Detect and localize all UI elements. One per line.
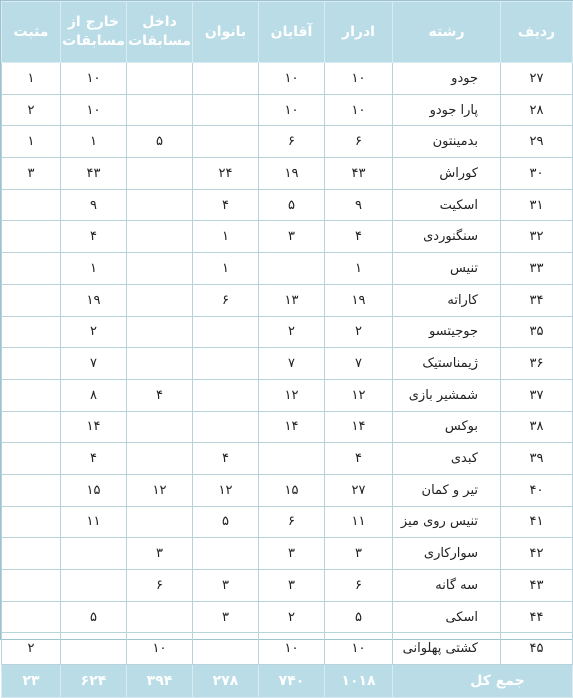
cell-dakhel: ۱۲ — [127, 474, 193, 506]
header-row — [2, 2, 573, 63]
cell-kharej: ۱۴ — [61, 411, 127, 443]
cell-mosbat — [2, 221, 61, 253]
cell-dakhel — [127, 63, 193, 95]
cell-aghayan: ۱۲ — [259, 379, 325, 411]
cell-dakhel: ۴ — [127, 379, 193, 411]
cell-banovan: ۵ — [193, 506, 259, 538]
cell-mosbat — [2, 506, 61, 538]
header-kharej: خارج از مسابقات — [61, 2, 127, 63]
cell-mosbat: ۲ — [2, 633, 61, 665]
cell-aghayan: ۱۴ — [259, 411, 325, 443]
cell-radif: ۳۰ — [501, 158, 573, 190]
cell-edrar: ۷ — [325, 348, 393, 380]
cell-reshte: کاراته — [393, 284, 501, 316]
cell-kharej: ۸ — [61, 379, 127, 411]
cell-kharej — [61, 633, 127, 665]
cell-banovan: ۳ — [193, 601, 259, 633]
cell-dakhel — [127, 506, 193, 538]
cell-kharej: ۴۳ — [61, 158, 127, 190]
table-row — [2, 348, 573, 380]
total-banovan: ۲۷۸ — [193, 665, 259, 698]
cell-mosbat — [2, 601, 61, 633]
cell-reshte: تنیس — [393, 253, 501, 285]
cell-reshte: پارا جودو — [393, 94, 501, 126]
cell-banovan — [193, 126, 259, 158]
cell-radif: ۳۴ — [501, 284, 573, 316]
cell-reshte: شمشیر بازی — [393, 379, 501, 411]
cell-aghayan: ۱۹ — [259, 158, 325, 190]
cell-banovan — [193, 348, 259, 380]
cell-dakhel — [127, 284, 193, 316]
cell-reshte: ژیمناستیک — [393, 348, 501, 380]
cell-mosbat — [2, 379, 61, 411]
cell-mosbat — [2, 253, 61, 285]
cell-mosbat — [2, 284, 61, 316]
cell-aghayan: ۱۰ — [259, 63, 325, 95]
cell-reshte: جوجیتسو — [393, 316, 501, 348]
cell-edrar: ۴ — [325, 443, 393, 475]
cell-edrar: ۱۰ — [325, 633, 393, 665]
cell-edrar: ۶ — [325, 126, 393, 158]
cell-aghayan: ۳ — [259, 570, 325, 602]
cell-mosbat — [2, 474, 61, 506]
cell-edrar: ۱ — [325, 253, 393, 285]
cell-reshte: کوراش — [393, 158, 501, 190]
cell-reshte: بدمینتون — [393, 126, 501, 158]
header-edrar: ادرار — [325, 2, 393, 63]
cell-reshte: بوکس — [393, 411, 501, 443]
cell-aghayan: ۳ — [259, 538, 325, 570]
cell-kharej: ۱۵ — [61, 474, 127, 506]
cell-kharej: ۷ — [61, 348, 127, 380]
cell-mosbat: ۱ — [2, 63, 61, 95]
table-row — [2, 94, 573, 126]
table-row — [2, 253, 573, 285]
cell-edrar: ۶ — [325, 570, 393, 602]
cell-radif: ۴۲ — [501, 538, 573, 570]
table-row — [2, 443, 573, 475]
cell-edrar: ۱۹ — [325, 284, 393, 316]
cell-mosbat — [2, 538, 61, 570]
cell-kharej: ۴ — [61, 221, 127, 253]
table-row — [2, 538, 573, 570]
total-kharej: ۶۲۴ — [61, 665, 127, 698]
cell-edrar: ۱۰ — [325, 94, 393, 126]
table-footer — [2, 665, 573, 698]
cell-reshte: کبدی — [393, 443, 501, 475]
cell-mosbat: ۳ — [2, 158, 61, 190]
cell-edrar: ۹ — [325, 189, 393, 221]
cell-kharej: ۱۰ — [61, 63, 127, 95]
cell-reshte: کشتی پهلوانی — [393, 633, 501, 665]
cell-radif: ۳۷ — [501, 379, 573, 411]
cell-edrar: ۵ — [325, 601, 393, 633]
table-row — [2, 316, 573, 348]
cell-radif: ۳۹ — [501, 443, 573, 475]
cell-mosbat — [2, 348, 61, 380]
cell-radif: ۴۴ — [501, 601, 573, 633]
table-row — [2, 221, 573, 253]
cell-reshte: سنگنوردی — [393, 221, 501, 253]
header-mosbat: مثبت — [2, 2, 61, 63]
cell-reshte: تیر و کمان — [393, 474, 501, 506]
header-reshte: رشته — [393, 2, 501, 63]
cell-banovan: ۱ — [193, 221, 259, 253]
cell-dakhel: ۶ — [127, 570, 193, 602]
total-mosbat: ۲۳ — [2, 665, 61, 698]
cell-kharej — [61, 570, 127, 602]
cell-radif: ۲۹ — [501, 126, 573, 158]
cell-reshte: سوارکاری — [393, 538, 501, 570]
totals-label: جمع کل — [393, 665, 573, 698]
cell-kharej — [61, 538, 127, 570]
cell-reshte: اسکیت — [393, 189, 501, 221]
cell-kharej: ۴ — [61, 443, 127, 475]
cell-dakhel — [127, 316, 193, 348]
cell-radif: ۲۷ — [501, 63, 573, 95]
cell-radif: ۳۱ — [501, 189, 573, 221]
header-radif: ردیف — [501, 2, 573, 63]
cell-mosbat — [2, 316, 61, 348]
total-edrar: ۱۰۱۸ — [325, 665, 393, 698]
cell-aghayan — [259, 253, 325, 285]
cell-aghayan: ۲ — [259, 601, 325, 633]
cell-banovan: ۳ — [193, 570, 259, 602]
cell-aghayan: ۲ — [259, 316, 325, 348]
cell-edrar: ۲ — [325, 316, 393, 348]
cell-dakhel — [127, 601, 193, 633]
table-row — [2, 284, 573, 316]
cell-dakhel — [127, 253, 193, 285]
cell-dakhel — [127, 348, 193, 380]
cell-banovan — [193, 538, 259, 570]
table-row — [2, 570, 573, 602]
cell-radif: ۳۲ — [501, 221, 573, 253]
cell-banovan — [193, 633, 259, 665]
cell-edrar: ۴ — [325, 221, 393, 253]
cell-reshte: جودو — [393, 63, 501, 95]
cell-banovan — [193, 63, 259, 95]
cell-dakhel — [127, 221, 193, 253]
cell-banovan — [193, 316, 259, 348]
cell-edrar: ۲۷ — [325, 474, 393, 506]
table-row — [2, 158, 573, 190]
cell-radif: ۳۳ — [501, 253, 573, 285]
table-row — [2, 411, 573, 443]
total-dakhel: ۳۹۴ — [127, 665, 193, 698]
table-row — [2, 126, 573, 158]
cell-mosbat — [2, 570, 61, 602]
table-row — [2, 63, 573, 95]
cell-aghayan: ۶ — [259, 126, 325, 158]
totals-row — [2, 665, 573, 698]
cell-radif: ۲۸ — [501, 94, 573, 126]
cell-banovan: ۱ — [193, 253, 259, 285]
cell-banovan: ۴ — [193, 189, 259, 221]
doping-stats-table — [1, 1, 573, 698]
cell-edrar: ۱۰ — [325, 63, 393, 95]
cell-reshte: تنیس روی میز — [393, 506, 501, 538]
cell-edrar: ۱۱ — [325, 506, 393, 538]
table-row — [2, 601, 573, 633]
cell-reshte: سه گانه — [393, 570, 501, 602]
cell-radif: ۳۸ — [501, 411, 573, 443]
cell-kharej: ۱ — [61, 126, 127, 158]
cell-edrar: ۱۴ — [325, 411, 393, 443]
cell-aghayan: ۱۰ — [259, 94, 325, 126]
cell-kharej: ۵ — [61, 601, 127, 633]
header-banovan: بانوان — [193, 2, 259, 63]
cell-dakhel — [127, 443, 193, 475]
cell-kharej: ۱۱ — [61, 506, 127, 538]
cell-aghayan: ۷ — [259, 348, 325, 380]
cell-banovan — [193, 379, 259, 411]
cell-kharej: ۱ — [61, 253, 127, 285]
cell-mosbat — [2, 443, 61, 475]
cell-radif: ۴۱ — [501, 506, 573, 538]
cell-radif: ۴۵ — [501, 633, 573, 665]
cell-banovan: ۴ — [193, 443, 259, 475]
cell-banovan — [193, 94, 259, 126]
cell-radif: ۴۰ — [501, 474, 573, 506]
cell-mosbat — [2, 189, 61, 221]
cell-aghayan: ۵ — [259, 189, 325, 221]
cell-banovan: ۲۴ — [193, 158, 259, 190]
cell-edrar: ۱۲ — [325, 379, 393, 411]
cell-aghayan — [259, 443, 325, 475]
cell-aghayan: ۱۳ — [259, 284, 325, 316]
table-row — [2, 379, 573, 411]
cell-banovan — [193, 411, 259, 443]
cell-aghayan: ۳ — [259, 221, 325, 253]
cell-kharej: ۱۰ — [61, 94, 127, 126]
cell-mosbat — [2, 411, 61, 443]
total-aghayan: ۷۴۰ — [259, 665, 325, 698]
cell-edrar: ۳ — [325, 538, 393, 570]
table-header — [2, 2, 573, 63]
cell-dakhel — [127, 411, 193, 443]
table-body — [2, 63, 573, 665]
cell-edrar: ۴۳ — [325, 158, 393, 190]
cell-kharej: ۹ — [61, 189, 127, 221]
cell-dakhel: ۳ — [127, 538, 193, 570]
cell-mosbat: ۲ — [2, 94, 61, 126]
cell-radif: ۳۵ — [501, 316, 573, 348]
cell-dakhel — [127, 94, 193, 126]
cell-reshte: اسکی — [393, 601, 501, 633]
cell-radif: ۴۳ — [501, 570, 573, 602]
table-row — [2, 189, 573, 221]
cell-dakhel: ۱۰ — [127, 633, 193, 665]
cell-aghayan: ۱۵ — [259, 474, 325, 506]
table-row — [2, 474, 573, 506]
cell-radif: ۳۶ — [501, 348, 573, 380]
cell-dakhel: ۵ — [127, 126, 193, 158]
cell-dakhel — [127, 158, 193, 190]
cell-mosbat: ۱ — [2, 126, 61, 158]
cell-aghayan: ۱۰ — [259, 633, 325, 665]
table-row — [2, 633, 573, 665]
cell-kharej: ۱۹ — [61, 284, 127, 316]
cell-banovan: ۱۲ — [193, 474, 259, 506]
header-aghayan: آقایان — [259, 2, 325, 63]
cell-kharej: ۲ — [61, 316, 127, 348]
cell-aghayan: ۶ — [259, 506, 325, 538]
cell-dakhel — [127, 189, 193, 221]
table-row — [2, 506, 573, 538]
header-dakhel: داخل مسابقات — [127, 2, 193, 63]
cell-banovan: ۶ — [193, 284, 259, 316]
